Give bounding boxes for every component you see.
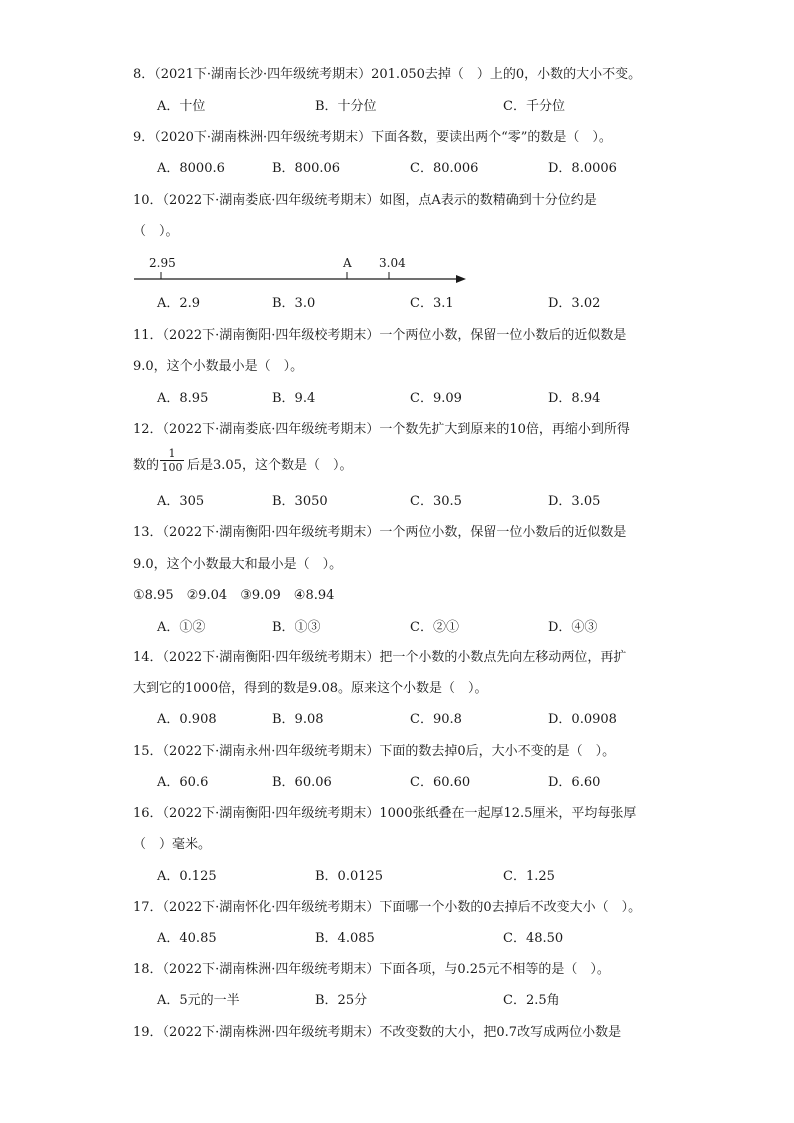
fraction-denominator: 100 xyxy=(161,461,183,474)
question-18-stem: 18．（2022下·湖南株洲·四年级统考期末）下面各项，与0.25元不相等的是（ ）。 xyxy=(133,962,610,977)
q10-option-d: D．3.02 xyxy=(548,296,601,311)
q11-option-a: A．8.95 xyxy=(157,391,209,406)
q12-option-b: B．3050 xyxy=(272,494,328,509)
number-line-label-3-04: 3.04 xyxy=(379,256,406,270)
question-14-stem: 14．（2022下·湖南衡阳·四年级统考期末）把一个小数的小数点先向左移动两位，再扩 xyxy=(133,650,627,665)
q15-option-c: C．60.60 xyxy=(410,775,471,790)
question-10-stem-cont: （ ）。 xyxy=(133,224,179,239)
fraction-one-hundredth xyxy=(160,448,184,474)
question-13-stem: 13．（2022下·湖南衡阳·四年级统考期末）一个两位小数，保留一位小数后的近似数是 xyxy=(133,525,627,540)
q15-option-b: B．60.06 xyxy=(272,775,332,790)
arrow-head-icon xyxy=(456,275,466,283)
number-line xyxy=(130,248,475,288)
q13-option-a: A．①② xyxy=(157,620,206,635)
question-10-stem: 10．（2022下·湖南娄底·四年级统考期末）如图，点A表示的数精确到十分位约是 xyxy=(133,193,597,208)
number-line-svg xyxy=(130,248,475,288)
number-line-label-2-95: 2.95 xyxy=(149,256,176,270)
q17-option-a: A．40.85 xyxy=(157,931,217,946)
q18-option-a: A．5元的一半 xyxy=(157,993,240,1008)
question-19-stem: 19．（2022下·湖南株洲·四年级统考期末）不改变数的大小，把0.7改写成两位小数是 xyxy=(133,1025,622,1040)
question-17-stem: 17．（2022下·湖南怀化·四年级统考期末）下面哪一个小数的0去掉后不改变大小（ ）。 xyxy=(133,900,642,915)
q16-option-c: C．1.25 xyxy=(503,869,555,884)
q12-option-c: C．30.5 xyxy=(410,494,462,509)
fraction-numerator: 1 xyxy=(168,447,176,460)
q16-option-a: A．0.125 xyxy=(157,869,217,884)
q15-option-d: D．6.60 xyxy=(548,775,601,790)
q13-option-d: D．④③ xyxy=(548,620,598,635)
q8-option-b: B．十分位 xyxy=(315,99,377,114)
q17-option-b: B．4.085 xyxy=(315,931,375,946)
q10-option-b: B．3.0 xyxy=(272,296,316,311)
q9-option-c: C．80.006 xyxy=(410,161,479,176)
q9-option-a: A．8000.6 xyxy=(157,161,225,176)
q8-option-c: C．千分位 xyxy=(503,99,565,114)
q18-option-c: C．2.5角 xyxy=(503,993,560,1008)
q14-option-b: B．9.08 xyxy=(272,712,324,727)
q14-option-d: D．0.0908 xyxy=(548,712,617,727)
q8-option-a: A．十位 xyxy=(157,99,206,114)
question-16-stem: 16．（2022下·湖南衡阳·四年级统考期末）1000张纸叠在一起厚12.5厘米，平均每张厚 xyxy=(133,806,637,821)
q11-option-d: D．8.94 xyxy=(548,391,601,406)
question-16-stem-cont: （ ）毫米。 xyxy=(133,837,212,852)
question-12-stem-prefix: 数的 xyxy=(133,458,160,473)
question-14-stem-cont: 大到它的1000倍，得到的数是9.08。原来这个小数是（ ）。 xyxy=(133,681,488,696)
q11-option-c: C．9.09 xyxy=(410,391,462,406)
q9-option-d: D．8.0006 xyxy=(548,161,617,176)
question-11-stem-cont: 9.0，这个小数最小是（ ）。 xyxy=(133,359,304,374)
q12-option-a: A．305 xyxy=(157,494,205,509)
q14-option-c: C．90.8 xyxy=(410,712,462,727)
question-13-choices: ①8.95 ②9.04 ③9.09 ④8.94 xyxy=(133,588,335,603)
q14-option-a: A．0.908 xyxy=(157,712,217,727)
q13-option-b: B．①③ xyxy=(272,620,321,635)
q9-option-b: B．800.06 xyxy=(272,161,341,176)
q11-option-b: B．9.4 xyxy=(272,391,316,406)
question-12-stem: 12．（2022下·湖南娄底·四年级统考期末）一个数先扩大到原来的10倍，再缩小到所得 xyxy=(133,422,630,437)
question-9-stem: 9．（2020下·湖南株洲·四年级统考期末）下面各数，要读出两个“零”的数是（ ）。 xyxy=(133,130,612,145)
question-15-stem: 15．（2022下·湖南永州·四年级统考期末）下面的数去掉0后，大小不变的是（ ）。 xyxy=(133,744,616,759)
q13-option-c: C．②① xyxy=(410,620,459,635)
q12-option-d: D．3.05 xyxy=(548,494,601,509)
q15-option-a: A．60.6 xyxy=(157,775,209,790)
number-line-label-a: A xyxy=(343,256,352,270)
q16-option-b: B．0.0125 xyxy=(315,869,384,884)
question-11-stem: 11．（2022下·湖南衡阳·四年级校考期末）一个两位小数，保留一位小数后的近似数是 xyxy=(133,328,627,343)
q10-option-a: A．2.9 xyxy=(157,296,201,311)
question-13-stem-cont: 9.0，这个小数最大和最小是（ ）。 xyxy=(133,557,343,572)
question-12-stem-suffix: 后是3.05，这个数是（ ）。 xyxy=(187,458,353,473)
q17-option-c: C．48.50 xyxy=(503,931,564,946)
q18-option-b: B．25分 xyxy=(315,993,368,1008)
q10-option-c: C．3.1 xyxy=(410,296,454,311)
question-8-stem: 8．（2021下·湖南长沙·四年级统考期末）201.050去掉（ ）上的0，小数的大小不变。 xyxy=(133,67,642,82)
